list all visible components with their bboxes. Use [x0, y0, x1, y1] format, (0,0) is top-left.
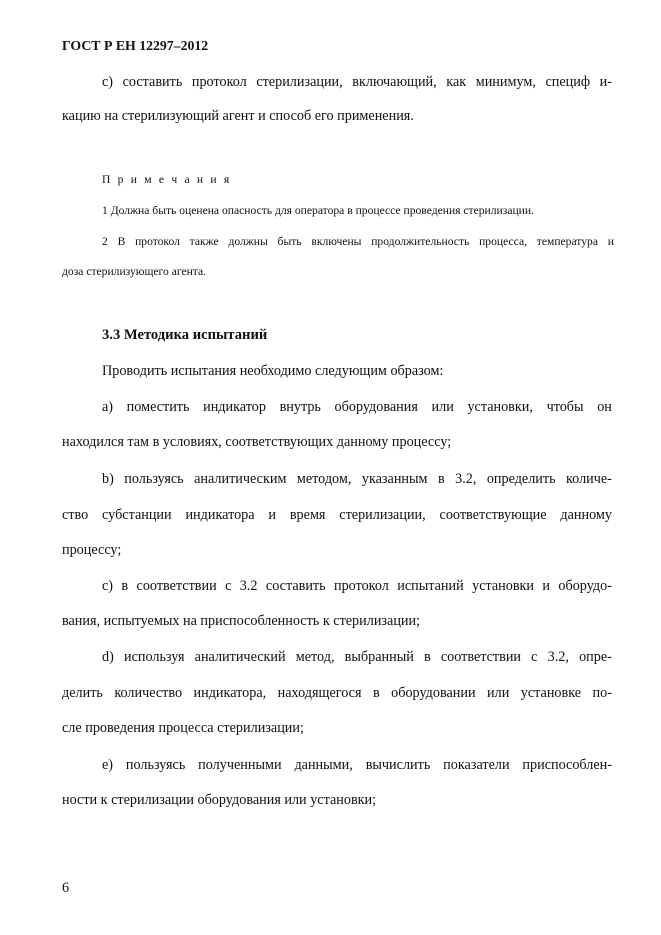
word: аналитический [194, 649, 286, 665]
word: температура [536, 235, 598, 248]
word: по- [592, 685, 612, 701]
note-1: 1 Должна быть оценена опасность для оператора в процессе проведения стерилизации. [102, 204, 534, 217]
word: пользуясь [125, 757, 186, 773]
word: пользуясь [124, 471, 184, 487]
note-2-line1 [102, 235, 614, 249]
item-b-line3: процессу; [62, 542, 122, 558]
word: b) [102, 471, 114, 487]
word: быть [277, 235, 302, 248]
word: указанным [361, 471, 428, 487]
word: процесса, [479, 235, 527, 248]
word: с [225, 578, 232, 594]
word: индикатора [185, 507, 255, 523]
item-d-line3: сле проведения процесса стерилизации; [62, 720, 304, 736]
word: стерилизации, [256, 74, 343, 90]
word: опре- [579, 649, 612, 665]
word: выбранный [344, 649, 414, 665]
word: включены [311, 235, 362, 248]
word: в [423, 649, 431, 665]
word: и- [599, 74, 612, 90]
word: а) [102, 399, 114, 415]
word: и [607, 235, 614, 248]
word: соответствии [136, 578, 217, 594]
word: составить [265, 578, 326, 594]
word: данному [560, 507, 612, 523]
word: количество [114, 685, 183, 701]
item-e-line2: ности к стерилизации оборудования или установки; [62, 792, 377, 808]
word: 3.2, [455, 471, 477, 487]
word: вычислить [365, 757, 431, 773]
standard-header: ГОСТ Р ЕН 12297–2012 [62, 38, 209, 53]
item-b-line1 [102, 470, 612, 488]
word: испытаний [397, 578, 464, 594]
word: и [542, 578, 551, 594]
word: используя [123, 649, 185, 665]
word: ство [62, 507, 89, 523]
word: 3.2 [239, 578, 258, 594]
word: полученными [198, 757, 282, 773]
word: данными, [294, 757, 353, 773]
word: 3.2, [547, 649, 569, 665]
word: методом, [296, 471, 352, 487]
word: он [597, 399, 612, 415]
word: протокол [191, 74, 247, 90]
word: оборудования [334, 399, 418, 415]
word: также [189, 235, 219, 248]
word: с) [102, 578, 114, 594]
word: продолжительность [371, 235, 470, 248]
para-c-top-line1 [102, 73, 612, 91]
word: с [531, 649, 538, 665]
word: должны [228, 235, 268, 248]
word: d) [102, 649, 114, 665]
word: стерилизации, [339, 507, 426, 523]
word: субстанции [102, 507, 172, 523]
word: протокол [333, 578, 389, 594]
word: в [121, 578, 129, 594]
word: в [437, 471, 445, 487]
word: количе- [566, 471, 612, 487]
word: находящегося [277, 685, 362, 701]
item-d-line2 [62, 684, 612, 702]
word: время [289, 507, 326, 523]
word: с) [102, 74, 114, 90]
word: 2 [102, 235, 108, 248]
word: соответствующие [439, 507, 547, 523]
word: специф [545, 74, 591, 90]
word: или [487, 685, 510, 701]
word: в [372, 685, 380, 701]
word: е) [102, 757, 114, 773]
section-title: 3.3 Методика испытаний [102, 327, 268, 343]
word: минимум, [475, 74, 536, 90]
word: как [446, 74, 467, 90]
word: соответствии [440, 649, 522, 665]
word: приспособлен- [522, 757, 612, 773]
word: чтобы [546, 399, 584, 415]
word: аналитическим [194, 471, 287, 487]
word: или [431, 399, 454, 415]
para-c-top-line2: кацию на стерилизующий агент и способ его применения. [62, 108, 414, 124]
item-d-line1 [102, 648, 612, 666]
word: оборудовании [391, 685, 476, 701]
word: установке [520, 685, 582, 701]
word: оборудо- [558, 578, 612, 594]
word: протокол [135, 235, 180, 248]
item-c-line2: вания, испытуемых на приспособленность к стерилизации; [62, 613, 421, 629]
page-number: 6 [62, 880, 70, 896]
item-c-line1 [102, 577, 612, 595]
word: индикатора, [193, 685, 267, 701]
note-2-line2: доза стерилизующего агента. [62, 265, 207, 278]
word: показатели [443, 757, 510, 773]
item-e-line1 [102, 756, 612, 774]
word: делить [62, 685, 103, 701]
word: установки, [467, 399, 533, 415]
word: включающий, [352, 74, 437, 90]
item-a-line1 [102, 398, 612, 416]
word: метод, [295, 649, 335, 665]
word: В [117, 235, 126, 248]
word: индикатор [203, 399, 266, 415]
notes-heading: П р и м е ч а н и я [102, 173, 232, 186]
word: установки [472, 578, 535, 594]
section-intro: Проводить испытания необходимо следующим образом: [102, 363, 444, 379]
word: поместить [126, 399, 190, 415]
word: внутрь [279, 399, 321, 415]
item-b-line2 [62, 506, 612, 524]
item-a-line2: находился там в условиях, соответствующих данному процессу; [62, 434, 452, 450]
word: составить [122, 74, 183, 90]
word: определить [486, 471, 556, 487]
word: и [268, 507, 277, 523]
